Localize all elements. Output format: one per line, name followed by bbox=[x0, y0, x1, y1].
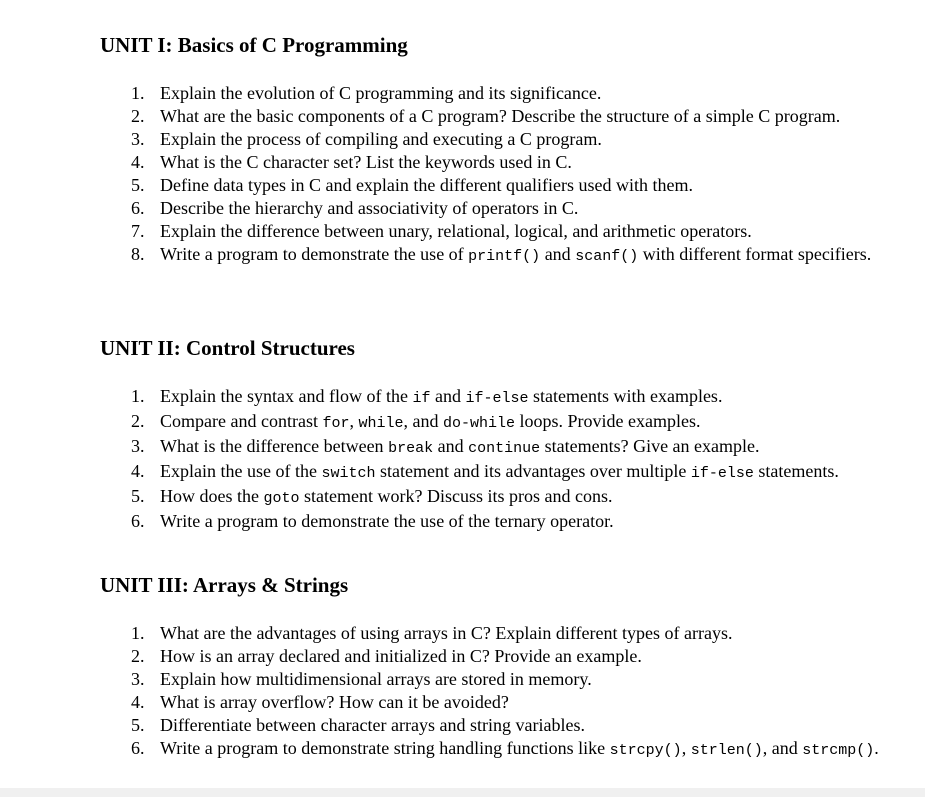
question-item bbox=[0, 220, 925, 243]
question-number: 1. bbox=[131, 623, 145, 643]
inline-code: while bbox=[358, 415, 404, 432]
question-text: loops. Provide examples. bbox=[515, 411, 701, 431]
question-text: Explain the process of compiling and executing a C program. bbox=[160, 129, 602, 149]
question-number: 6. bbox=[131, 511, 145, 531]
question-item bbox=[0, 197, 925, 220]
inline-code: if bbox=[412, 390, 431, 407]
inline-code: strcpy() bbox=[609, 742, 682, 759]
question-text: and bbox=[430, 386, 466, 406]
inline-code: do-while bbox=[442, 415, 515, 432]
question-text: What is array overflow? How can it be avoided? bbox=[160, 692, 509, 712]
question-number: 4. bbox=[131, 461, 145, 481]
question-text: , bbox=[681, 738, 691, 758]
question-item bbox=[0, 105, 925, 128]
question-number: 6. bbox=[131, 198, 145, 218]
question-item bbox=[0, 82, 925, 105]
question-item bbox=[0, 435, 925, 460]
question-text: What is the C character set? List the keywords used in C. bbox=[160, 152, 572, 172]
unit-3-heading: UNIT III: Arrays & Strings bbox=[100, 573, 349, 597]
question-number: 8. bbox=[131, 244, 145, 264]
question-number: 5. bbox=[131, 715, 145, 735]
question-text: How is an array declared and initialized in C? Provide an example. bbox=[160, 646, 642, 666]
question-item bbox=[0, 385, 925, 410]
question-text: Write a program to demonstrate string handling functions like bbox=[160, 738, 610, 758]
question-item bbox=[0, 128, 925, 151]
inline-code: for bbox=[322, 415, 350, 432]
question-number: 2. bbox=[131, 411, 145, 431]
question-text: Compare and contrast bbox=[160, 411, 323, 431]
question-item bbox=[0, 174, 925, 197]
question-text: and bbox=[540, 244, 576, 264]
question-item bbox=[0, 645, 925, 668]
question-number: 3. bbox=[131, 436, 145, 456]
question-number: 7. bbox=[131, 221, 145, 241]
inline-code: if-else bbox=[690, 465, 754, 482]
question-text: What is the difference between bbox=[160, 436, 389, 456]
question-text: statements with examples. bbox=[528, 386, 723, 406]
inline-code: break bbox=[388, 440, 434, 457]
question-text: statements. bbox=[753, 461, 839, 481]
question-item bbox=[0, 691, 925, 714]
question-number: 2. bbox=[131, 646, 145, 666]
question-item bbox=[0, 243, 925, 268]
question-number: 5. bbox=[131, 175, 145, 195]
question-text: What are the basic components of a C program? Describe the structure of a simple C program. bbox=[160, 106, 841, 126]
unit-3-question-list bbox=[0, 622, 925, 762]
question-number: 2. bbox=[131, 106, 145, 126]
question-number: 1. bbox=[131, 386, 145, 406]
question-text: Explain the use of the bbox=[160, 461, 322, 481]
inline-code: goto bbox=[263, 490, 300, 507]
question-item bbox=[0, 460, 925, 485]
question-text: Write a program to demonstrate the use of the ternary operator. bbox=[160, 511, 614, 531]
question-text: Explain the evolution of C programming and its significance. bbox=[160, 83, 602, 103]
question-text: Explain the syntax and flow of the bbox=[160, 386, 413, 406]
inline-code: printf() bbox=[468, 248, 541, 265]
question-text: statements? Give an example. bbox=[540, 436, 760, 456]
question-text: Write a program to demonstrate the use of bbox=[160, 244, 469, 264]
question-item bbox=[0, 485, 925, 510]
page-bottom-edge bbox=[0, 788, 925, 797]
unit-1-question-list bbox=[0, 82, 925, 268]
question-text: Explain how multidimensional arrays are stored in memory. bbox=[160, 669, 592, 689]
question-item bbox=[0, 410, 925, 435]
question-item bbox=[0, 737, 925, 762]
inline-code: continue bbox=[468, 440, 541, 457]
question-text: Describe the hierarchy and associativity of operators in C. bbox=[160, 198, 579, 218]
question-text: and bbox=[433, 436, 469, 456]
question-number: 6. bbox=[131, 738, 145, 758]
unit-2-heading: UNIT II: Control Structures bbox=[100, 336, 355, 360]
question-text: statement and its advantages over multiple bbox=[375, 461, 691, 481]
question-text: . bbox=[874, 738, 879, 758]
inline-code: switch bbox=[321, 465, 376, 482]
question-text: What are the advantages of using arrays in C? Explain different types of arrays. bbox=[160, 623, 733, 643]
inline-code: strcmp() bbox=[802, 742, 875, 759]
question-item bbox=[0, 510, 925, 533]
question-text: , bbox=[349, 411, 359, 431]
question-text: Explain the difference between unary, relational, logical, and arithmetic operators. bbox=[160, 221, 752, 241]
question-text: How does the bbox=[160, 486, 264, 506]
question-number: 4. bbox=[131, 152, 145, 172]
question-number: 5. bbox=[131, 486, 145, 506]
question-item bbox=[0, 714, 925, 737]
question-number: 3. bbox=[131, 129, 145, 149]
question-number: 1. bbox=[131, 83, 145, 103]
question-text: Differentiate between character arrays and string variables. bbox=[160, 715, 585, 735]
unit-1-heading: UNIT I: Basics of C Programming bbox=[100, 33, 408, 57]
question-number: 4. bbox=[131, 692, 145, 712]
inline-code: scanf() bbox=[575, 248, 639, 265]
question-item bbox=[0, 668, 925, 691]
inline-code: strlen() bbox=[690, 742, 763, 759]
question-text: Define data types in C and explain the different qualifiers used with them. bbox=[160, 175, 694, 195]
question-text: , and bbox=[762, 738, 803, 758]
unit-2-question-list bbox=[0, 385, 925, 533]
inline-code: if-else bbox=[465, 390, 529, 407]
question-item bbox=[0, 151, 925, 174]
question-text: statement work? Discuss its pros and cons. bbox=[299, 486, 613, 506]
question-text: , and bbox=[403, 411, 443, 431]
question-number: 3. bbox=[131, 669, 145, 689]
question-text: with different format specifiers. bbox=[638, 244, 872, 264]
question-item bbox=[0, 622, 925, 645]
